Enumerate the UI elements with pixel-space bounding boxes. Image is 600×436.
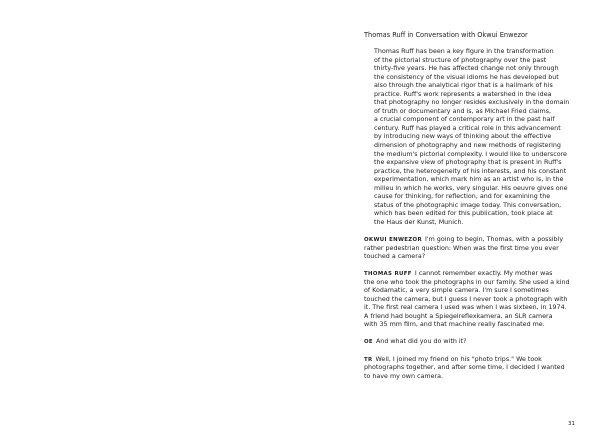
speaker-label: OE (364, 339, 373, 346)
exchange-ruff-answer (364, 270, 576, 330)
intro-line: by introducing new ways of thinking about the effective (374, 133, 552, 141)
intro-line: the expansive view of photography that is present in Ruff's (374, 159, 562, 167)
exchange-text: And what did you do with it? (375, 338, 467, 346)
exchange-line: to have my own camera. (364, 372, 443, 380)
speaker-label: OKWUI ENWEZOR (364, 236, 422, 243)
intro-line: of the pictorial structure of photography over the past (374, 56, 547, 64)
page-number: 31 (568, 421, 575, 427)
intro-line: dimension of photography and new methods of registering (374, 142, 561, 150)
exchange-line (364, 356, 576, 365)
exchange-line (364, 270, 576, 279)
exchange-line: rather pedestrian question: When was the first time you ever (364, 244, 559, 252)
exchange-line (364, 236, 576, 245)
exchange-line: touched the camera, but I guess I never took a photograph with (364, 295, 568, 303)
exchange-line: touched a camera? (364, 253, 426, 261)
exchange-line: with 35 mm film, and that machine really fascinated me. (364, 321, 545, 329)
intro-paragraph (374, 48, 576, 227)
intro-line: the Haus der Kunst, Munich. (374, 218, 464, 226)
intro-line: which has been edited for this publication, took place at (374, 210, 553, 218)
speaker-label: THOMAS RUFF (364, 271, 412, 278)
intro-line: that photography no longer resides exclusively in the domain (374, 99, 570, 107)
exchange-text: I'm going to begin, Thomas, with a possibly (424, 235, 564, 243)
exchange-text: I cannot remember exactly. My mother was (414, 270, 553, 278)
intro-line: a crucial component of contemporary art in the past half (374, 116, 555, 124)
intro-line: thirty-five years. He has affected change not only through (374, 65, 559, 73)
exchange-line (364, 338, 576, 347)
exchange-line: the one who took the photographs in our family. She used a kind (364, 278, 570, 286)
intro-line: experimentation, which mark him as an artist who is, in the (374, 176, 564, 184)
intro-line: Thomas Ruff has been a key figure in the transformation (374, 48, 554, 55)
intro-line: the consistency of the visual idioms he has developed but (374, 73, 559, 81)
intro-line: the medium's pictorial complexity. I would like to underscore (374, 150, 567, 158)
exchange-line: A friend had bought a Spiegelreflexkamera, an SLR camera (364, 312, 553, 320)
page-title: Thomas Ruff in Conversation with Okwui Enwezor (364, 31, 528, 39)
text-column (364, 31, 576, 381)
intro-line: status of the photographic image today. This conversation, (374, 201, 562, 209)
exchange-tr-answer (364, 356, 576, 382)
exchange-line: it. The first real camera I used was when I was sixteen, in 1974. (364, 304, 567, 312)
exchange-enwezor-question (364, 236, 576, 262)
intro-line: practice. Ruff's work represents a watershed in the idea (374, 90, 552, 98)
exchange-oe-question (364, 338, 576, 347)
intro-line: cause for thinking, for reflection, and for examining the (374, 193, 551, 201)
intro-line: of truth or documentary and is, as Michael Fried claims, (374, 107, 552, 115)
intro-line: milieu in which he works, very singular. His oeuvre gives one (374, 184, 568, 192)
speaker-label: TR (364, 356, 373, 363)
exchange-line: photographs together, and after some time, I decided I wanted (364, 364, 565, 372)
intro-line: century. Ruff has played a critical role in this advancement (374, 124, 561, 132)
exchange-line: of Kodamatic, a very simple camera. I'm sure I sometimes (364, 287, 549, 295)
exchange-text: Well, I joined my friend on his "photo trips." We took (375, 355, 542, 363)
intro-line: also through the analytical rigor that is a hallmark of his (374, 82, 553, 90)
intro-line: practice, the heterogeneity of his interests, and his constant (374, 167, 567, 175)
